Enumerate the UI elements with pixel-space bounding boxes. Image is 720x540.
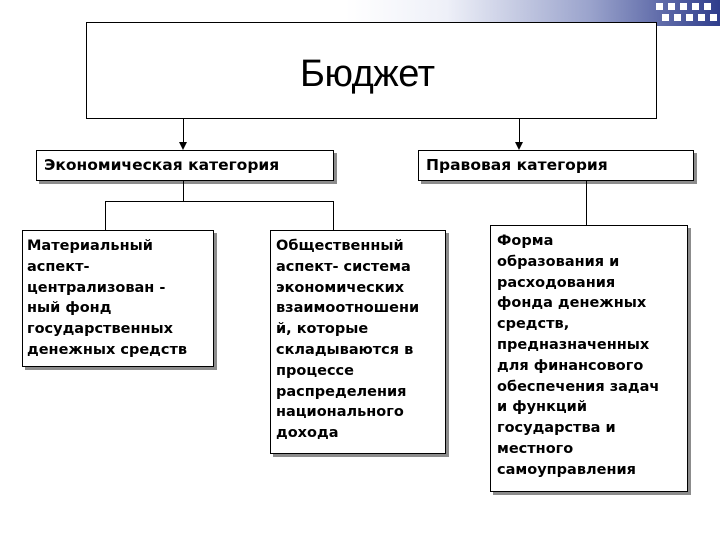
text-line: централизован - <box>27 279 166 296</box>
square-decor <box>680 3 687 10</box>
text-line: аспект- <box>27 258 90 275</box>
text-line: процессе <box>276 362 354 379</box>
connector-line <box>183 181 184 201</box>
text-line: для финансового <box>497 357 644 374</box>
connector-line <box>586 181 587 225</box>
text-line: фонда денежных <box>497 295 647 312</box>
arrow-down-icon <box>515 142 523 150</box>
connector-line <box>333 201 334 230</box>
text-line: средств, <box>497 316 570 333</box>
square-decor <box>668 3 675 10</box>
text-line: распределения <box>276 383 407 400</box>
connector-line <box>105 201 106 230</box>
text-line: самоуправления <box>497 461 636 478</box>
text-line: и функций <box>497 399 587 416</box>
square-decor <box>704 3 711 10</box>
square-decor <box>692 3 699 10</box>
text-line: ный фонд <box>27 300 112 317</box>
text-line: взаимоотношени <box>276 300 420 317</box>
square-decor <box>686 14 693 21</box>
text-line: национального <box>276 404 404 421</box>
legal-form-text <box>497 231 659 481</box>
social-aspect-text <box>276 236 419 444</box>
square-decor <box>662 14 669 21</box>
text-line: денежных средств <box>27 341 188 358</box>
text-line: местного <box>497 440 574 457</box>
text-line: Форма <box>497 233 554 249</box>
text-line: расходования <box>497 274 616 291</box>
square-decor <box>674 14 681 21</box>
text-line: Общественный <box>276 238 404 254</box>
arrow-down-icon <box>179 142 187 150</box>
decorative-squares <box>650 0 720 26</box>
text-line: государства и <box>497 420 616 437</box>
text-line: предназначенных <box>497 336 650 353</box>
text-line: экономических <box>276 279 405 296</box>
material-aspect-text <box>27 236 187 361</box>
square-decor <box>710 14 717 21</box>
text-line: Материальный <box>27 238 153 254</box>
page-title: Бюджет <box>300 53 435 95</box>
text-line: государственных <box>27 321 173 338</box>
connector-line <box>519 119 520 142</box>
legal-category-label: Правовая категория <box>426 156 608 174</box>
square-decor <box>656 3 663 10</box>
text-line: складываются в <box>276 341 414 358</box>
text-line: аспект- система <box>276 258 411 275</box>
connector-line <box>183 119 184 142</box>
text-line: образования и <box>497 253 620 270</box>
text-line: обеспечения задач <box>497 378 660 395</box>
connector-line <box>105 201 334 202</box>
economic-category-label: Экономическая категория <box>44 156 280 174</box>
text-line: дохода <box>276 425 339 442</box>
square-decor <box>698 14 705 21</box>
text-line: й, которые <box>276 321 369 338</box>
